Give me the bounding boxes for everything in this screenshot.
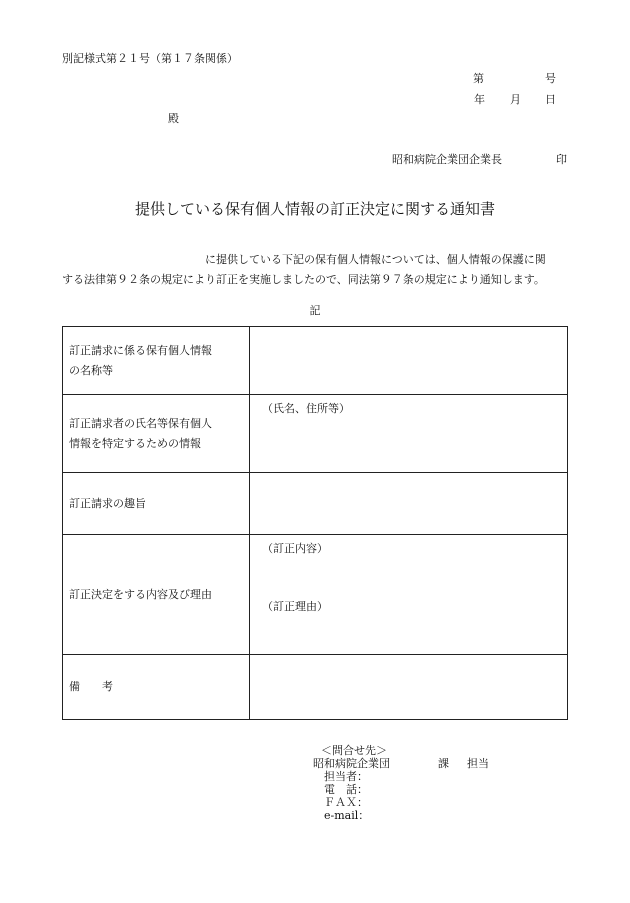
date-day-label: 日 [545, 93, 556, 106]
date-year-label: 年 [474, 93, 485, 106]
contact-person: 担当者： [324, 770, 368, 783]
label-line: 訂正請求に係る保有個人情報 [69, 343, 212, 357]
date-month-label: 月 [510, 93, 521, 106]
correction-details-table [62, 326, 568, 720]
table-row [63, 395, 568, 473]
doc-number-label: 第 [473, 72, 484, 85]
row-label-requester-info [63, 395, 250, 473]
row-value-decision-content[interactable] [250, 535, 568, 655]
value-note-name-address: （氏名、住所等） [262, 402, 350, 415]
label-line: 情報を特定するための情報 [69, 436, 201, 450]
row-label-decision-content [63, 535, 250, 655]
row-value-remarks[interactable] [250, 655, 568, 720]
row-label-info-name [63, 327, 250, 395]
contact-block [313, 744, 489, 822]
label-line: 訂正決定をする内容及び理由 [69, 587, 212, 601]
contact-email: e-mail： [324, 809, 370, 822]
contact-fax: ＦＡＸ： [324, 796, 368, 809]
addressee-suffix: 殿 [168, 112, 179, 125]
table-row [63, 535, 568, 655]
sender-name: 昭和病院企業団企業長 [392, 153, 502, 166]
body-text-line-2: する法律第９２条の規定により訂正を実施しましたので、同法第９７条の規定により通知します。 [62, 273, 545, 286]
document-title: 提供している保有個人情報の訂正決定に関する通知書 [134, 200, 495, 218]
table-row [63, 327, 568, 395]
contact-phone: 電 話： [324, 783, 368, 796]
row-label-remarks [63, 655, 250, 720]
doc-number-suffix: 号 [545, 72, 556, 85]
row-label-request-purpose [63, 473, 250, 535]
row-value-info-name[interactable] [250, 327, 568, 395]
contact-tanto: 担当 [467, 757, 489, 770]
table-row [63, 655, 568, 720]
row-value-request-purpose[interactable] [250, 473, 568, 535]
label-line: 訂正請求の趣旨 [69, 496, 146, 510]
table-row [63, 473, 568, 535]
contact-division: 課 [438, 757, 449, 770]
ki-mark: 記 [309, 304, 321, 317]
value-note-correction-content: （訂正内容） [262, 542, 328, 555]
label-line: 備 考 [69, 680, 113, 693]
contact-org-line [313, 757, 489, 770]
seal-mark: 印 [556, 153, 567, 166]
contact-heading: ＜問合せ先＞ [321, 744, 387, 757]
row-value-requester-info[interactable] [250, 395, 568, 473]
label-line: 訂正請求者の氏名等保有個人 [69, 416, 212, 430]
body-text-line-1: に提供している下記の保有個人情報については、個人情報の保護に関 [205, 253, 546, 266]
label-line: の名称等 [69, 363, 113, 377]
contact-org: 昭和病院企業団 [313, 757, 390, 770]
value-note-correction-reason: （訂正理由） [262, 600, 328, 613]
form-number: 別記様式第２１号（第１７条関係） [62, 52, 238, 65]
